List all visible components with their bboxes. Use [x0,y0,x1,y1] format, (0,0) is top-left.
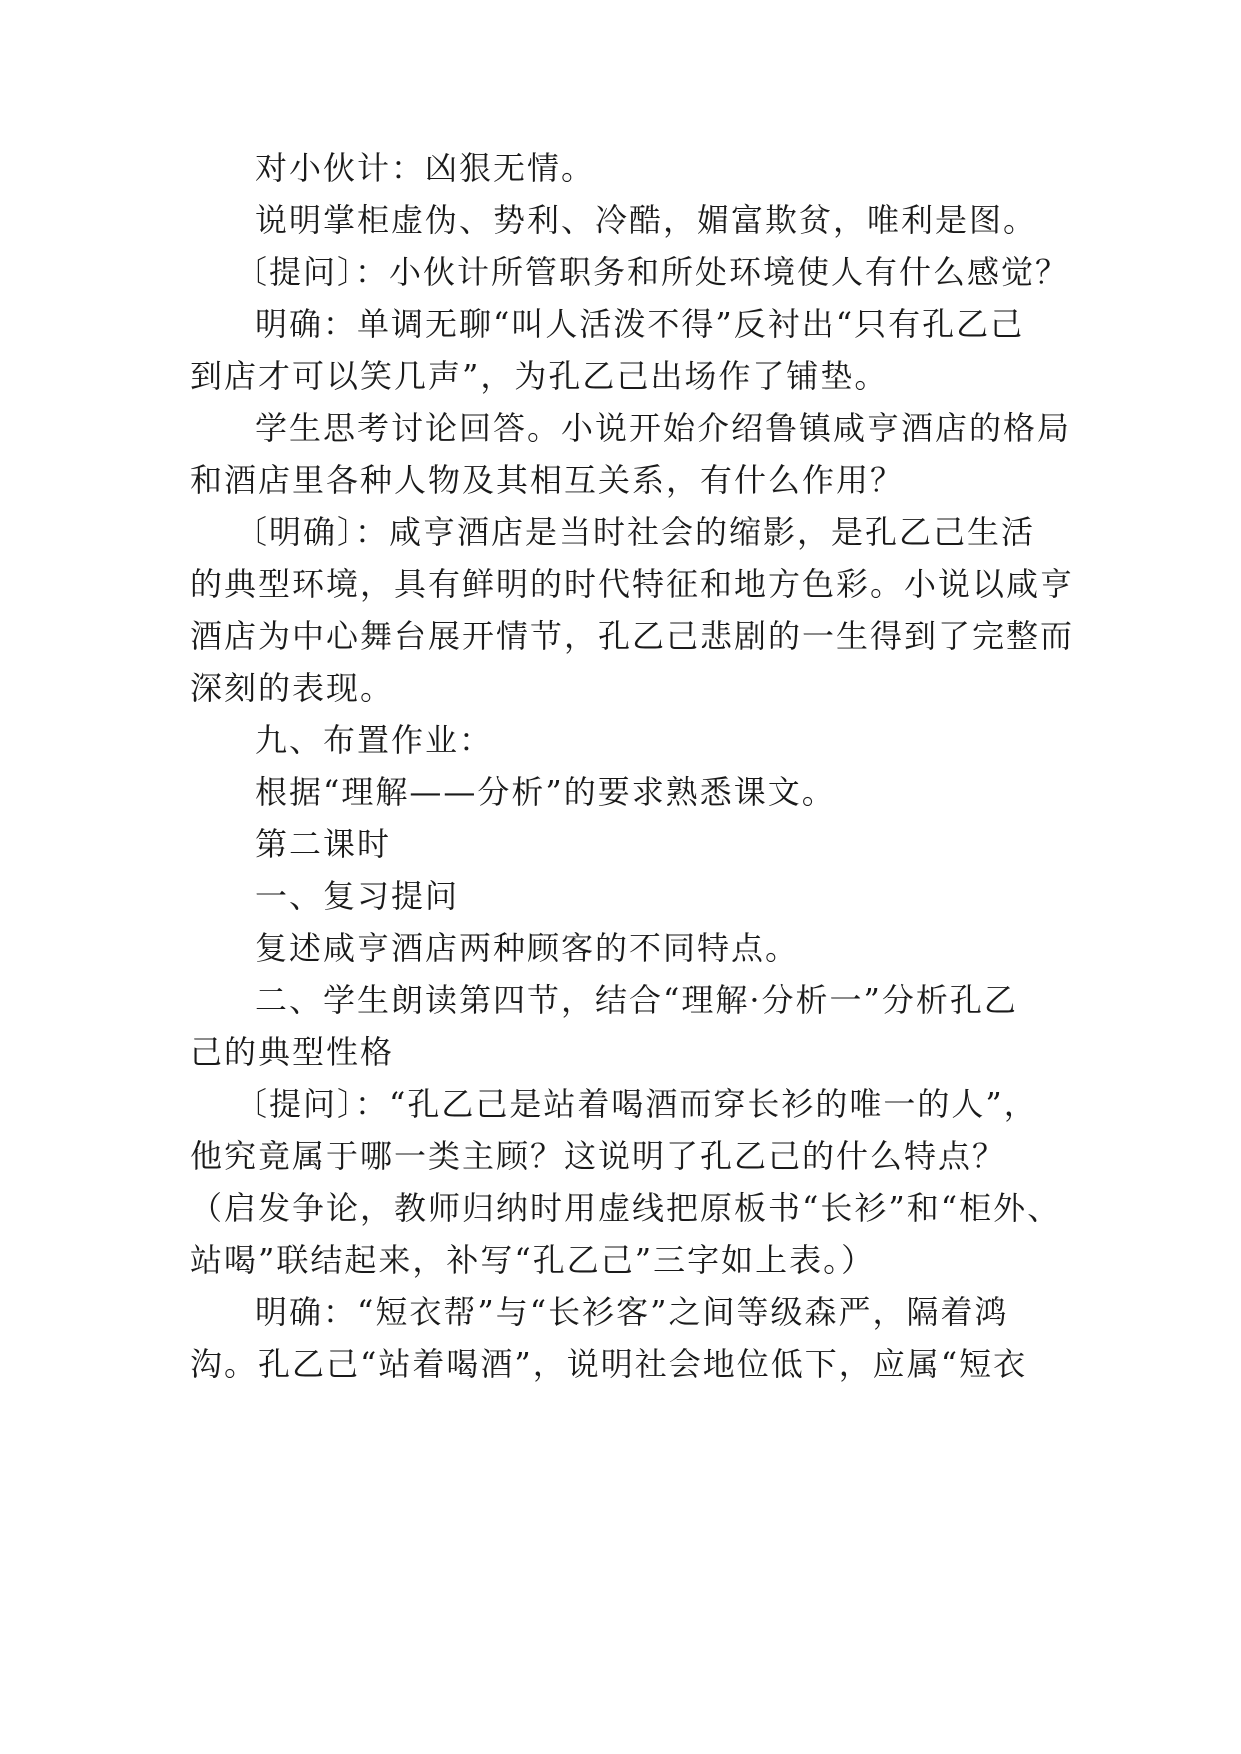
text-line: 深刻的表现。 [190,669,395,707]
text-line: 学生思考讨论回答。小说开始介绍鲁镇咸亨酒店的格局 [255,409,1072,447]
text-line: 己的典型性格 [190,1033,395,1071]
text-line: 复述咸亨酒店两种顾客的不同特点。 [255,929,800,967]
text-line: 〔提问〕：小伙计所管职务和所处环境使人有什么感觉？ [235,253,1070,291]
section-heading: 一、复习提问 [255,877,460,915]
text-line: 〔明确〕：咸亨酒店是当时社会的缩影，是孔乙己生活 [235,513,1036,551]
text-line: 对小伙计：凶狠无情。 [255,149,596,187]
text-line: 的典型环境，具有鲜明的时代特征和地方色彩。小说以咸亨 [190,565,1075,603]
section-heading: 二、学生朗读第四节，结合“理解·分析一”分析孔乙 [255,981,1018,1019]
text-line: 说明掌柜虚伪、势利、冷酷，媚富欺贫，唯利是图。 [255,201,1038,239]
text-line: 明确：单调无聊“叫人活泼不得”反衬出“只有孔乙己 [255,305,1025,343]
text-line: 明确：“短衣帮”与“长衫客”之间等级森严，隔着鸿 [255,1293,1009,1331]
text-line: 酒店为中心舞台展开情节，孔乙己悲剧的一生得到了完整而 [190,617,1075,655]
text-line: 和酒店里各种人物及其相互关系，有什么作用？ [190,461,905,499]
text-line: 站喝”联结起来，补写“孔乙己”三字如上表。） [190,1241,876,1279]
text-line: 根据“理解——分析”的要求熟悉课文。 [255,773,836,811]
text-line: 沟。孔乙己“站着喝酒”，说明社会地位低下，应属“短衣 [190,1345,1028,1383]
text-line: 〔提问〕：“孔乙己是站着喝酒而穿长衫的唯一的人”， [235,1085,1038,1123]
text-line: （启发争论，教师归纳时用虚线把原板书“长衫”和“柜外、 [190,1189,1062,1227]
section-heading: 九、布置作业： [255,721,494,759]
text-line: 到店才可以笑几声”，为孔乙己出场作了铺垫。 [190,357,889,395]
text-line: 他究竟属于哪一类主顾？这说明了孔乙己的什么特点？ [190,1137,1007,1175]
section-heading: 第二课时 [255,825,392,863]
